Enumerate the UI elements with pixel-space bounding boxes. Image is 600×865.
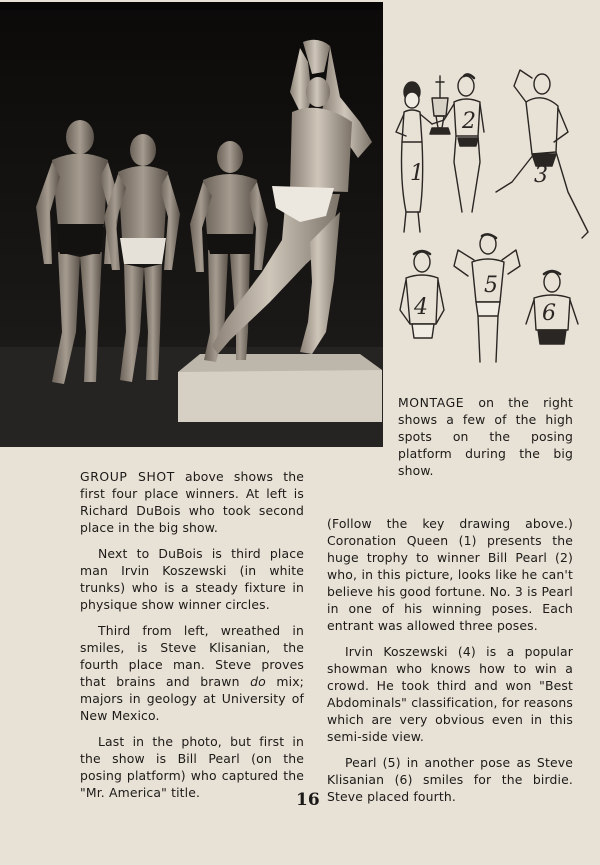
klisanian-emphasis: do: [250, 674, 266, 689]
klisanian-text-b: mix; majors in geology at University of New Mexico.: [80, 674, 304, 723]
closing-paragraph: Pearl (5) in another pose as Steve Klisanian (6) smiles for the birdie. Steve placed fourth.: [327, 755, 573, 804]
key-number-1: 1: [410, 161, 424, 186]
key-number-4: 4: [414, 295, 428, 320]
klisanian-paragraph: [80, 622, 304, 724]
page-number: 16: [296, 790, 320, 810]
group-shot-paragraph: [80, 468, 304, 536]
abdominals-paragraph: Irvin Koszewski (4) is a popular showman who knows how to win a crowd. He took third and won "Best Abdominals" classification, for reasons which are very obvious even in this semi-side view.: [327, 644, 573, 744]
right-column: [327, 515, 573, 814]
montage-text: on the right shows a few of the high spots on the posing platform during the big show.: [398, 395, 573, 478]
key-number-5: 5: [484, 273, 498, 298]
key-drawing: [392, 62, 600, 374]
key-explanation-paragraph: (Follow the key drawing above.) Coronation Queen (1) presents the huge trophy to winner Bill Pearl (2) who, in this picture, looks like he can't believe his good fortune. No. 3 is Pearl in one of his winning poses. Each entrant was allowed three poses.: [327, 516, 573, 633]
key-number-3: 3: [534, 163, 548, 188]
key-number-2: 2: [462, 109, 476, 134]
left-column: [80, 468, 304, 810]
klisanian-text-a: Third from left, wreathed in smiles, is Steve Klisanian, the fourth place man. Steve proves that brains and brawn: [80, 623, 304, 689]
key-trophy: [430, 76, 450, 134]
group-shot-photo: [0, 2, 383, 447]
key-figure-pearl: [454, 234, 520, 362]
pearl-paragraph: Last in the photo, but first in the show is Bill Pearl (on the posing platform) who captured the "Mr. America" title.: [80, 734, 304, 800]
key-number-6: 6: [542, 301, 556, 326]
group-shot-text: above shows the first four place winners. At left is Richard DuBois who took second place in the big show.: [80, 469, 304, 535]
koszewski-paragraph: Next to DuBois is third place man Irvin Koszewski (in white trunks) who is a steady fixture in physique show winner circles.: [80, 546, 304, 612]
key-figure-pose: [496, 70, 588, 238]
montage-lead: MONTAGE: [398, 395, 465, 410]
group-shot-lead: GROUP SHOT: [80, 469, 175, 484]
montage-caption: [398, 394, 573, 479]
key-figure-queen: [396, 82, 432, 232]
